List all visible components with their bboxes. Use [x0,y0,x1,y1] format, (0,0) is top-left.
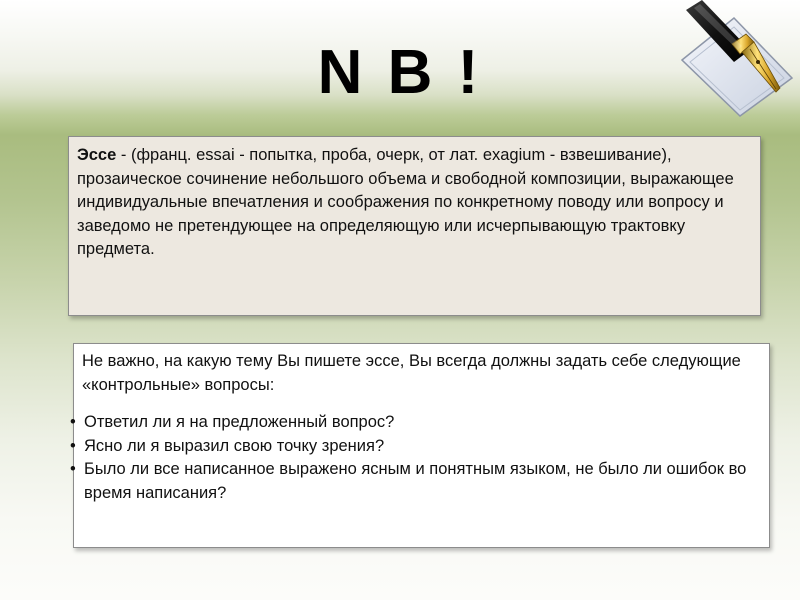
questions-intro: Не важно, на какую тему Вы пишете эссе, Вы всегда должны задать себе следующие «контрольные» вопросы: [82,352,741,394]
fountain-pen-icon [672,0,800,118]
list-item [70,435,761,459]
definition-box [68,136,761,316]
question-text: Было ли все написанное выражено ясным и понятным языком, не было ли ошибок во время написания? [84,460,747,502]
bullet-icon: • [70,436,76,455]
questions-list [70,411,761,505]
question-text: Ясно ли я выразил свою точку зрения? [84,436,385,455]
definition-term: Эссе [77,146,117,164]
questions-box [70,343,770,548]
list-item [70,411,761,435]
slide-title: N B ! [317,38,483,107]
list-item [70,458,761,505]
question-text: Ответил ли я на предложенный вопрос? [84,413,395,431]
definition-text: - (франц. essai - попытка, проба, очерк, от лат. exagium - взвешивание), прозаическое сочинение небольшого объема и свободной композиции, выражающее индивидуальные впечатления и соображения по конкретному поводу или вопросу и заведомо не претендующее на определяющую или исчерпывающую трактовку предмета. [77,146,734,258]
bullet-icon: • [70,460,76,478]
bullet-icon: • [70,413,76,431]
